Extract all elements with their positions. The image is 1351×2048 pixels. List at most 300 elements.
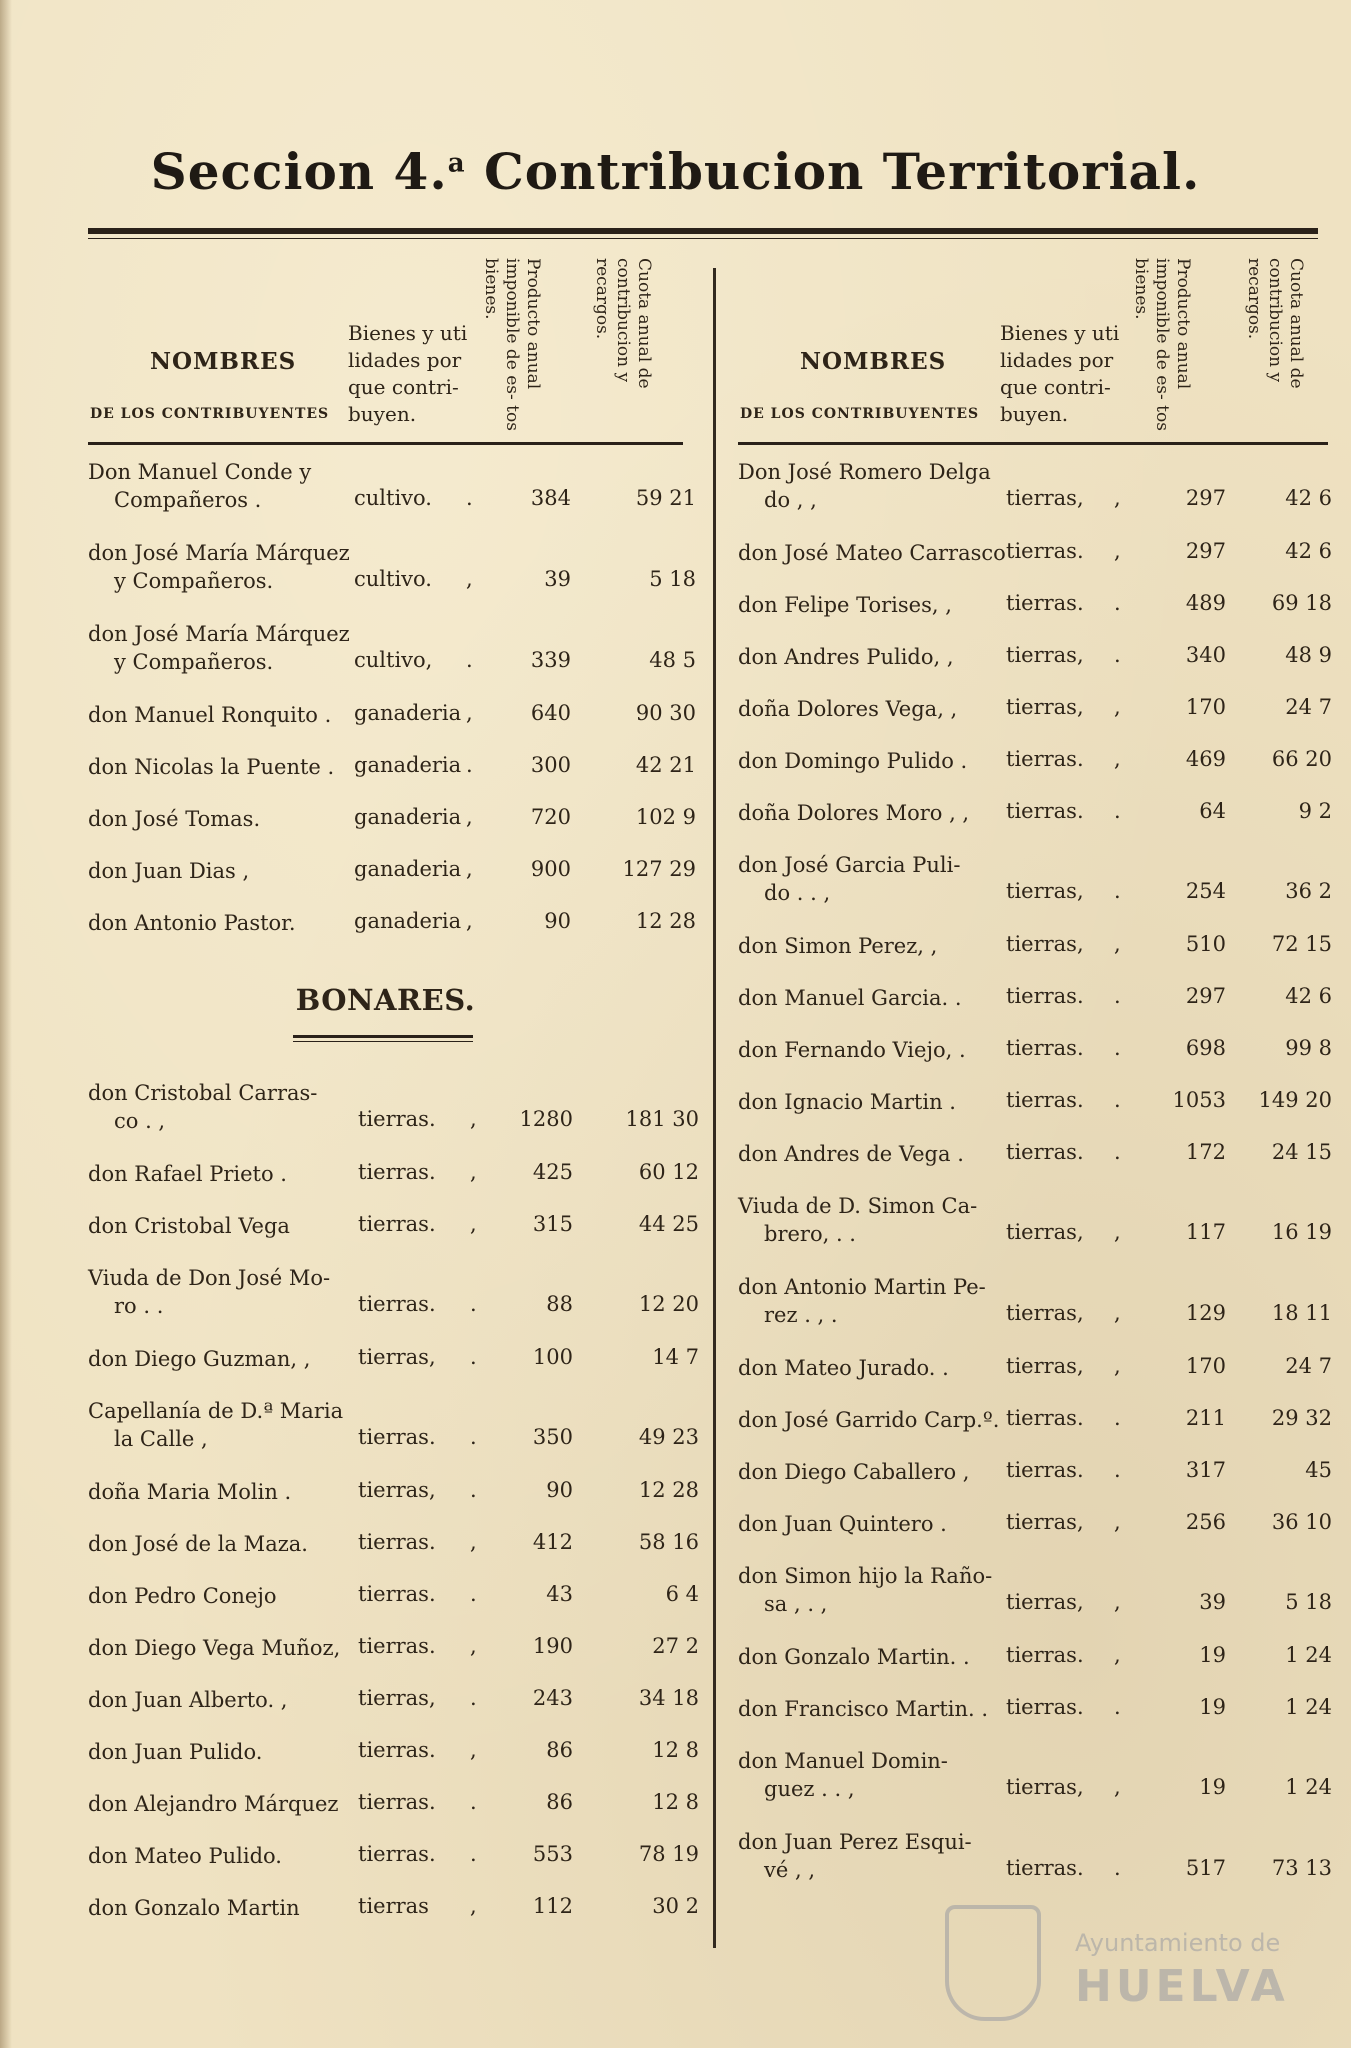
cuota-value: 12 8 [652, 1738, 699, 1762]
ditto-mark: . [470, 1478, 477, 1502]
cuota-value: 73 13 [1271, 1856, 1332, 1880]
header-contribuyentes: DE LOS CONTRIBUYENTES [740, 406, 980, 422]
contributor-name-line: don Fernando Viejo, . [738, 1038, 966, 1062]
producto-value: 19 [1199, 1695, 1226, 1719]
bienes-value: tierras, [1006, 1590, 1084, 1614]
contributor-name-line: don Juan Alberto. , [88, 1688, 288, 1712]
contributor-name-line: don Diego Guzman, , [88, 1347, 311, 1371]
producto-value: 640 [530, 701, 571, 725]
ditto-mark: , [1114, 747, 1121, 771]
cuota-value: 48 5 [649, 648, 696, 672]
page-title: Seccion 4.$^a$ Contribucion Territorial. [150, 142, 1201, 201]
producto-value: 340 [1185, 643, 1226, 667]
table-row [88, 805, 696, 857]
table-row [738, 984, 1332, 1036]
contributor-name-line: do , , [764, 488, 817, 512]
cuota-value: 18 11 [1271, 1301, 1332, 1325]
contributor-name-line: don Nicolas la Puente . [88, 755, 335, 779]
producto-value: 297 [1185, 984, 1226, 1008]
cuota-value: 99 8 [1285, 1036, 1332, 1060]
contributor-name [88, 1686, 287, 1714]
ditto-mark: . [466, 753, 473, 777]
cuota-value: 45 [1305, 1458, 1332, 1482]
contributor-name [738, 1354, 949, 1382]
contributor-name-line: don José Tomas. [88, 807, 261, 831]
contributor-name-line: don Manuel Garcia. . [738, 986, 962, 1010]
contributor-name [738, 1510, 947, 1538]
table-row [88, 539, 696, 620]
ditto-mark: . [1114, 1695, 1121, 1719]
contributor-name-line: brero, . . [764, 1222, 856, 1246]
ditto-mark: , [466, 567, 473, 591]
contributor-name-line: don Andres Pulido, , [738, 645, 954, 669]
table-row [88, 1079, 699, 1160]
contributor-name-line: Don José Romero Delga [738, 460, 991, 484]
contributor-name-line: y Compañeros. [114, 569, 274, 593]
table-row [88, 1160, 699, 1212]
contributor-name-line: don Gonzalo Martin [88, 1896, 300, 1920]
ditto-mark: , [1114, 1775, 1121, 1799]
contributor-name [88, 857, 249, 885]
header-rule [738, 442, 1328, 445]
producto-value: 211 [1185, 1406, 1226, 1430]
title-rule-thick [88, 228, 1318, 234]
contributor-name [738, 1140, 964, 1168]
cuota-value: 58 16 [638, 1530, 699, 1554]
table-row [738, 799, 1332, 851]
ditto-mark: , [470, 1212, 477, 1236]
table-row [88, 1686, 699, 1738]
cuota-value: 102 9 [635, 805, 696, 829]
producto-value: 86 [546, 1738, 573, 1762]
ditto-mark: , [466, 857, 473, 881]
cuota-value: 1 24 [1285, 1643, 1332, 1667]
ditto-mark: , [466, 701, 473, 725]
contributor-name-line: don Simon hijo la Raño- [738, 1564, 993, 1588]
table-row [88, 701, 696, 753]
producto-value: 117 [1185, 1220, 1226, 1244]
contributor-name-line: doña Maria Molin . [88, 1480, 292, 1504]
producto-value: 129 [1185, 1301, 1226, 1325]
cuota-value: 44 25 [638, 1212, 699, 1236]
bienes-value: tierras, [1006, 695, 1084, 719]
contributor-name [738, 1562, 992, 1618]
ditto-mark: . [1114, 1140, 1121, 1164]
bienes-value: tierras, [1006, 1354, 1084, 1378]
contributor-name-line: don José Garcia Puli- [738, 853, 961, 877]
producto-value: 254 [1185, 879, 1226, 903]
ditto-mark: . [1114, 1406, 1121, 1430]
right-rows [738, 458, 1332, 1909]
producto-value: 1280 [519, 1107, 573, 1131]
ditto-mark: , [466, 805, 473, 829]
cuota-value: 60 12 [638, 1160, 699, 1184]
contributor-name-line: Don Manuel Conde y [88, 460, 312, 484]
ditto-mark: . [470, 1292, 477, 1316]
header-producto: Producto anual imponible de es- tos bienes. [481, 258, 543, 431]
contributor-name-line: don Manuel Domin- [738, 1749, 948, 1773]
subsection-heading [88, 961, 683, 1061]
cuota-value: 42 21 [635, 753, 696, 777]
bienes-value: tierras, [1006, 1301, 1084, 1325]
table-row [88, 1790, 699, 1842]
table-row [738, 1695, 1332, 1747]
contributor-name-line: don Mateo Jurado. . [738, 1356, 949, 1380]
page-edge-shadow [0, 0, 12, 2048]
ditto-mark: , [1114, 1354, 1121, 1378]
contributor-name-line: Compañeros . [114, 488, 262, 512]
cuota-value: 69 18 [1271, 591, 1332, 615]
bienes-value: cultivo, [354, 648, 433, 672]
producto-value: 1053 [1172, 1088, 1226, 1112]
left-table [88, 250, 699, 1946]
contributor-name [88, 1397, 343, 1453]
bienes-value: tierras. [358, 1160, 436, 1184]
contributor-name-line: don José Mateo Carrasco [738, 541, 1006, 565]
table-row [738, 1192, 1332, 1273]
contributor-name [738, 799, 969, 827]
bienes-value: tierras. [1006, 1406, 1084, 1430]
table-row [738, 747, 1332, 799]
bienes-value: tierras. [1006, 799, 1084, 823]
bienes-value: tierras, [1006, 932, 1084, 956]
watermark-line1: Ayuntamiento de [1075, 1929, 1281, 1957]
contributor-name [88, 909, 296, 937]
producto-value: 510 [1185, 932, 1226, 956]
bienes-value: tierras, [1006, 879, 1084, 903]
bienes-value: tierras. [1006, 984, 1084, 1008]
table-row [88, 458, 696, 539]
table-row [738, 695, 1332, 747]
cuota-value: 66 20 [1271, 747, 1332, 771]
contributor-name [88, 1894, 300, 1922]
ditto-mark: . [466, 486, 473, 510]
coat-of-arms-icon [945, 1905, 1041, 2021]
contributor-name-line: don Mateo Pulido. [88, 1844, 282, 1868]
bienes-value: tierras. [1006, 591, 1084, 615]
contributor-name [738, 695, 957, 723]
ditto-mark: , [470, 1530, 477, 1554]
producto-value: 90 [546, 1478, 573, 1502]
subsection-rule-thin [293, 1041, 473, 1042]
header-cuota: Cuota anual de contribucion y recargos. [1244, 258, 1306, 389]
header-contribuyentes: DE LOS CONTRIBUYENTES [90, 406, 330, 422]
cuota-value: 12 20 [638, 1292, 699, 1316]
bienes-value: tierras, [358, 1686, 436, 1710]
contributor-name [738, 539, 1006, 567]
cuota-value: 78 19 [638, 1842, 699, 1866]
bienes-value: ganaderia [354, 857, 462, 881]
cuota-value: 24 7 [1285, 695, 1332, 719]
producto-value: 350 [532, 1425, 573, 1449]
producto-value: 412 [532, 1530, 573, 1554]
ditto-mark: . [470, 1686, 477, 1710]
producto-value: 256 [1185, 1510, 1226, 1534]
bienes-value: tierras. [358, 1738, 436, 1762]
contributor-name [88, 458, 311, 514]
contributor-name-line: don Antonio Pastor. [88, 911, 296, 935]
contributor-name [88, 1634, 340, 1662]
contributor-name [738, 591, 952, 619]
contributor-name-line: don Pedro Conejo [88, 1584, 277, 1608]
bienes-value: ganaderia [354, 701, 462, 725]
table-row [88, 857, 696, 909]
table-row [88, 1397, 699, 1478]
contributor-name-line: don Ignacio Martin . [738, 1090, 956, 1114]
contributor-name-line: don José María Márquez [88, 541, 350, 565]
cuota-value: 36 10 [1271, 1510, 1332, 1534]
contributor-name [88, 1738, 262, 1766]
producto-value: 489 [1185, 591, 1226, 615]
contributor-name-line: don Alejandro Márquez [88, 1792, 339, 1816]
contributor-name-line: don Diego Vega Muñoz, [88, 1636, 341, 1660]
table-row [88, 1530, 699, 1582]
bienes-value: ganaderia [354, 753, 462, 777]
producto-value: 315 [532, 1212, 573, 1236]
ditto-mark: . [1114, 591, 1121, 615]
table-row [738, 1510, 1332, 1562]
producto-value: 698 [1185, 1036, 1226, 1060]
bienes-value: tierras, [1006, 486, 1084, 510]
ditto-mark: . [470, 1790, 477, 1814]
cuota-value: 24 15 [1271, 1140, 1332, 1164]
contributor-name [738, 932, 937, 960]
header-producto: Producto anual imponible de es- tos bienes. [1131, 258, 1193, 431]
bienes-value: tierras. [1006, 1643, 1084, 1667]
table-row [738, 1406, 1332, 1458]
producto-value: 19 [1199, 1643, 1226, 1667]
ditto-mark: , [1114, 695, 1121, 719]
ditto-mark: , [470, 1160, 477, 1184]
left-rows-bottom [88, 1079, 699, 1946]
producto-value: 339 [530, 648, 571, 672]
ditto-mark: . [470, 1842, 477, 1866]
table-row [738, 1273, 1332, 1354]
contributor-name [88, 753, 334, 781]
ditto-mark: . [1114, 984, 1121, 1008]
contributor-name-line: vé , , [764, 1858, 815, 1882]
left-table-header [88, 250, 683, 440]
header-bienes: Bienes y uti lidades por que contri- buyen. [1000, 321, 1120, 426]
table-row [88, 1634, 699, 1686]
ditto-mark: . [1114, 799, 1121, 823]
ditto-mark: , [1114, 1301, 1121, 1325]
contributor-name-line: Viuda de D. Simon Ca- [738, 1194, 978, 1218]
right-table [738, 250, 1332, 1909]
header-cuota: Cuota anual de contribucion y recargos. [592, 258, 654, 389]
table-row [738, 1747, 1332, 1828]
producto-value: 425 [532, 1160, 573, 1184]
bienes-value: cultivo. [354, 486, 432, 510]
table-row [88, 1894, 699, 1946]
ditto-mark: . [1114, 1036, 1121, 1060]
table-row [738, 458, 1332, 539]
contributor-name-line: don Felipe Torises, , [738, 593, 952, 617]
cuota-value: 12 8 [652, 1790, 699, 1814]
cuota-value: 29 32 [1271, 1406, 1332, 1430]
ditto-mark: , [470, 1107, 477, 1131]
contributor-name [738, 984, 962, 1012]
producto-value: 90 [544, 909, 571, 933]
producto-value: 553 [532, 1842, 573, 1866]
bienes-value: tierras. [1006, 1088, 1084, 1112]
producto-value: 300 [530, 753, 571, 777]
column-divider [713, 268, 716, 1948]
table-row [88, 1264, 699, 1345]
contributor-name [738, 1643, 970, 1671]
contributor-name-line: don Juan Dias , [88, 859, 250, 883]
contributor-name [738, 1192, 977, 1248]
contributor-name [88, 1212, 290, 1240]
ditto-mark: , [1114, 1590, 1121, 1614]
table-row [88, 1212, 699, 1264]
table-row [738, 932, 1332, 984]
bienes-value: tierras. [1006, 1036, 1084, 1060]
contributor-name [738, 1828, 972, 1884]
table-row [88, 1738, 699, 1790]
header-rule [88, 442, 683, 445]
table-row [738, 1458, 1332, 1510]
ditto-mark: , [470, 1894, 477, 1918]
table-row [738, 539, 1332, 591]
ditto-mark: , [1114, 932, 1121, 956]
subsection-title: BONARES. [295, 983, 476, 1017]
ditto-mark: , [1114, 486, 1121, 510]
producto-value: 317 [1185, 1458, 1226, 1482]
contributor-name [88, 701, 331, 729]
producto-value: 900 [530, 857, 571, 881]
header-bienes: Bienes y uti lidades por que contri- buyen. [348, 321, 468, 426]
table-row [738, 851, 1332, 932]
contributor-name-line: y Compañeros. [114, 650, 274, 674]
contributor-name-line: do . . , [764, 881, 831, 905]
bienes-value: ganaderia [354, 909, 462, 933]
producto-value: 297 [1185, 486, 1226, 510]
contributor-name [738, 1406, 999, 1434]
bienes-value: tierras, [1006, 1775, 1084, 1799]
contributor-name [88, 1478, 291, 1506]
cuota-value: 5 18 [1285, 1590, 1332, 1614]
table-row [88, 620, 696, 701]
cuota-value: 42 6 [1285, 486, 1332, 510]
bienes-value: tierras, [1006, 1220, 1084, 1244]
contributor-name [738, 1036, 966, 1064]
table-row [88, 1842, 699, 1894]
contributor-name [738, 1747, 948, 1803]
table-row [738, 1643, 1332, 1695]
ditto-mark: . [470, 1582, 477, 1606]
producto-value: 39 [544, 567, 571, 591]
contributor-name-line: ro . . [114, 1294, 164, 1318]
cuota-value: 1 24 [1285, 1695, 1332, 1719]
contributor-name-line: don Cristobal Vega [88, 1214, 290, 1238]
cuota-value: 90 30 [635, 701, 696, 725]
contributor-name-line: don Diego Caballero , [738, 1460, 970, 1484]
contributor-name [88, 1079, 317, 1135]
contributor-name [88, 620, 350, 676]
contributor-name-line: doña Dolores Vega, , [738, 697, 958, 721]
contributor-name [738, 1695, 988, 1723]
producto-value: 43 [546, 1582, 573, 1606]
ditto-mark: . [466, 648, 473, 672]
bienes-value: cultivo. [354, 567, 432, 591]
contributor-name-line: don Antonio Martin Pe- [738, 1275, 986, 1299]
cuota-value: 42 6 [1285, 539, 1332, 563]
producto-value: 19 [1199, 1775, 1226, 1799]
contributor-name-line: don Domingo Pulido . [738, 749, 968, 773]
bienes-value: tierras. [1006, 1695, 1084, 1719]
contributor-name-line: rez . , . [764, 1303, 838, 1327]
producto-value: 88 [546, 1292, 573, 1316]
contributor-name [738, 1088, 956, 1116]
bienes-value: tierras. [358, 1634, 436, 1658]
ditto-mark: , [1114, 1510, 1121, 1534]
cuota-value: 12 28 [638, 1478, 699, 1502]
contributor-name [88, 1530, 308, 1558]
contributor-name-line: don Francisco Martin. . [738, 1697, 989, 1721]
cuota-value: 9 2 [1298, 799, 1332, 823]
cuota-value: 6 4 [665, 1582, 699, 1606]
contributor-name [738, 851, 960, 907]
contributor-name [738, 1458, 969, 1486]
contributor-name-line: guez . . , [764, 1777, 855, 1801]
producto-value: 172 [1185, 1140, 1226, 1164]
producto-value: 170 [1185, 1354, 1226, 1378]
subsection-rule [293, 1035, 473, 1038]
producto-value: 517 [1185, 1856, 1226, 1880]
producto-value: 100 [532, 1345, 573, 1369]
contributor-name-line: doña Dolores Moro , , [738, 801, 970, 825]
left-rows-top [88, 458, 696, 961]
ditto-mark: . [1114, 1458, 1121, 1482]
contributor-name [88, 1345, 310, 1373]
table-row [738, 1354, 1332, 1406]
ditto-mark: , [1114, 1220, 1121, 1244]
bienes-value: tierras. [358, 1212, 436, 1236]
contributor-name-line: don Juan Pulido. [88, 1740, 263, 1764]
ditto-mark: , [470, 1738, 477, 1762]
contributor-name-line: don José Garrido Carp.º. [738, 1408, 1000, 1432]
contributor-name-line: don Cristobal Carras- [88, 1081, 318, 1105]
bienes-value: tierras. [358, 1292, 436, 1316]
contributor-name [88, 1842, 282, 1870]
contributor-name-line: Capellanía de D.ª Maria [88, 1399, 344, 1423]
bienes-value: tierras. [1006, 747, 1084, 771]
table-row [738, 643, 1332, 695]
table-row [738, 1140, 1332, 1192]
contributor-name-line: don Gonzalo Martin. . [738, 1645, 970, 1669]
cuota-value: 30 2 [652, 1894, 699, 1918]
producto-value: 720 [530, 805, 571, 829]
ditto-mark: . [1114, 879, 1121, 903]
contributor-name-line: don Juan Quintero . [738, 1512, 947, 1536]
contributor-name-line: Viuda de Don José Mo- [88, 1266, 331, 1290]
contributor-name [88, 1264, 330, 1320]
contributor-name [738, 458, 991, 514]
table-row [738, 591, 1332, 643]
producto-value: 469 [1185, 747, 1226, 771]
table-row [88, 1582, 699, 1634]
cuota-value: 72 15 [1271, 932, 1332, 956]
ditto-mark: . [470, 1345, 477, 1369]
cuota-value: 59 21 [635, 486, 696, 510]
bienes-value: tierras. [358, 1790, 436, 1814]
ditto-mark: , [1114, 539, 1121, 563]
producto-value: 64 [1199, 799, 1226, 823]
cuota-value: 27 2 [652, 1634, 699, 1658]
cuota-value: 49 23 [638, 1425, 699, 1449]
bienes-value: tierras. [358, 1582, 436, 1606]
